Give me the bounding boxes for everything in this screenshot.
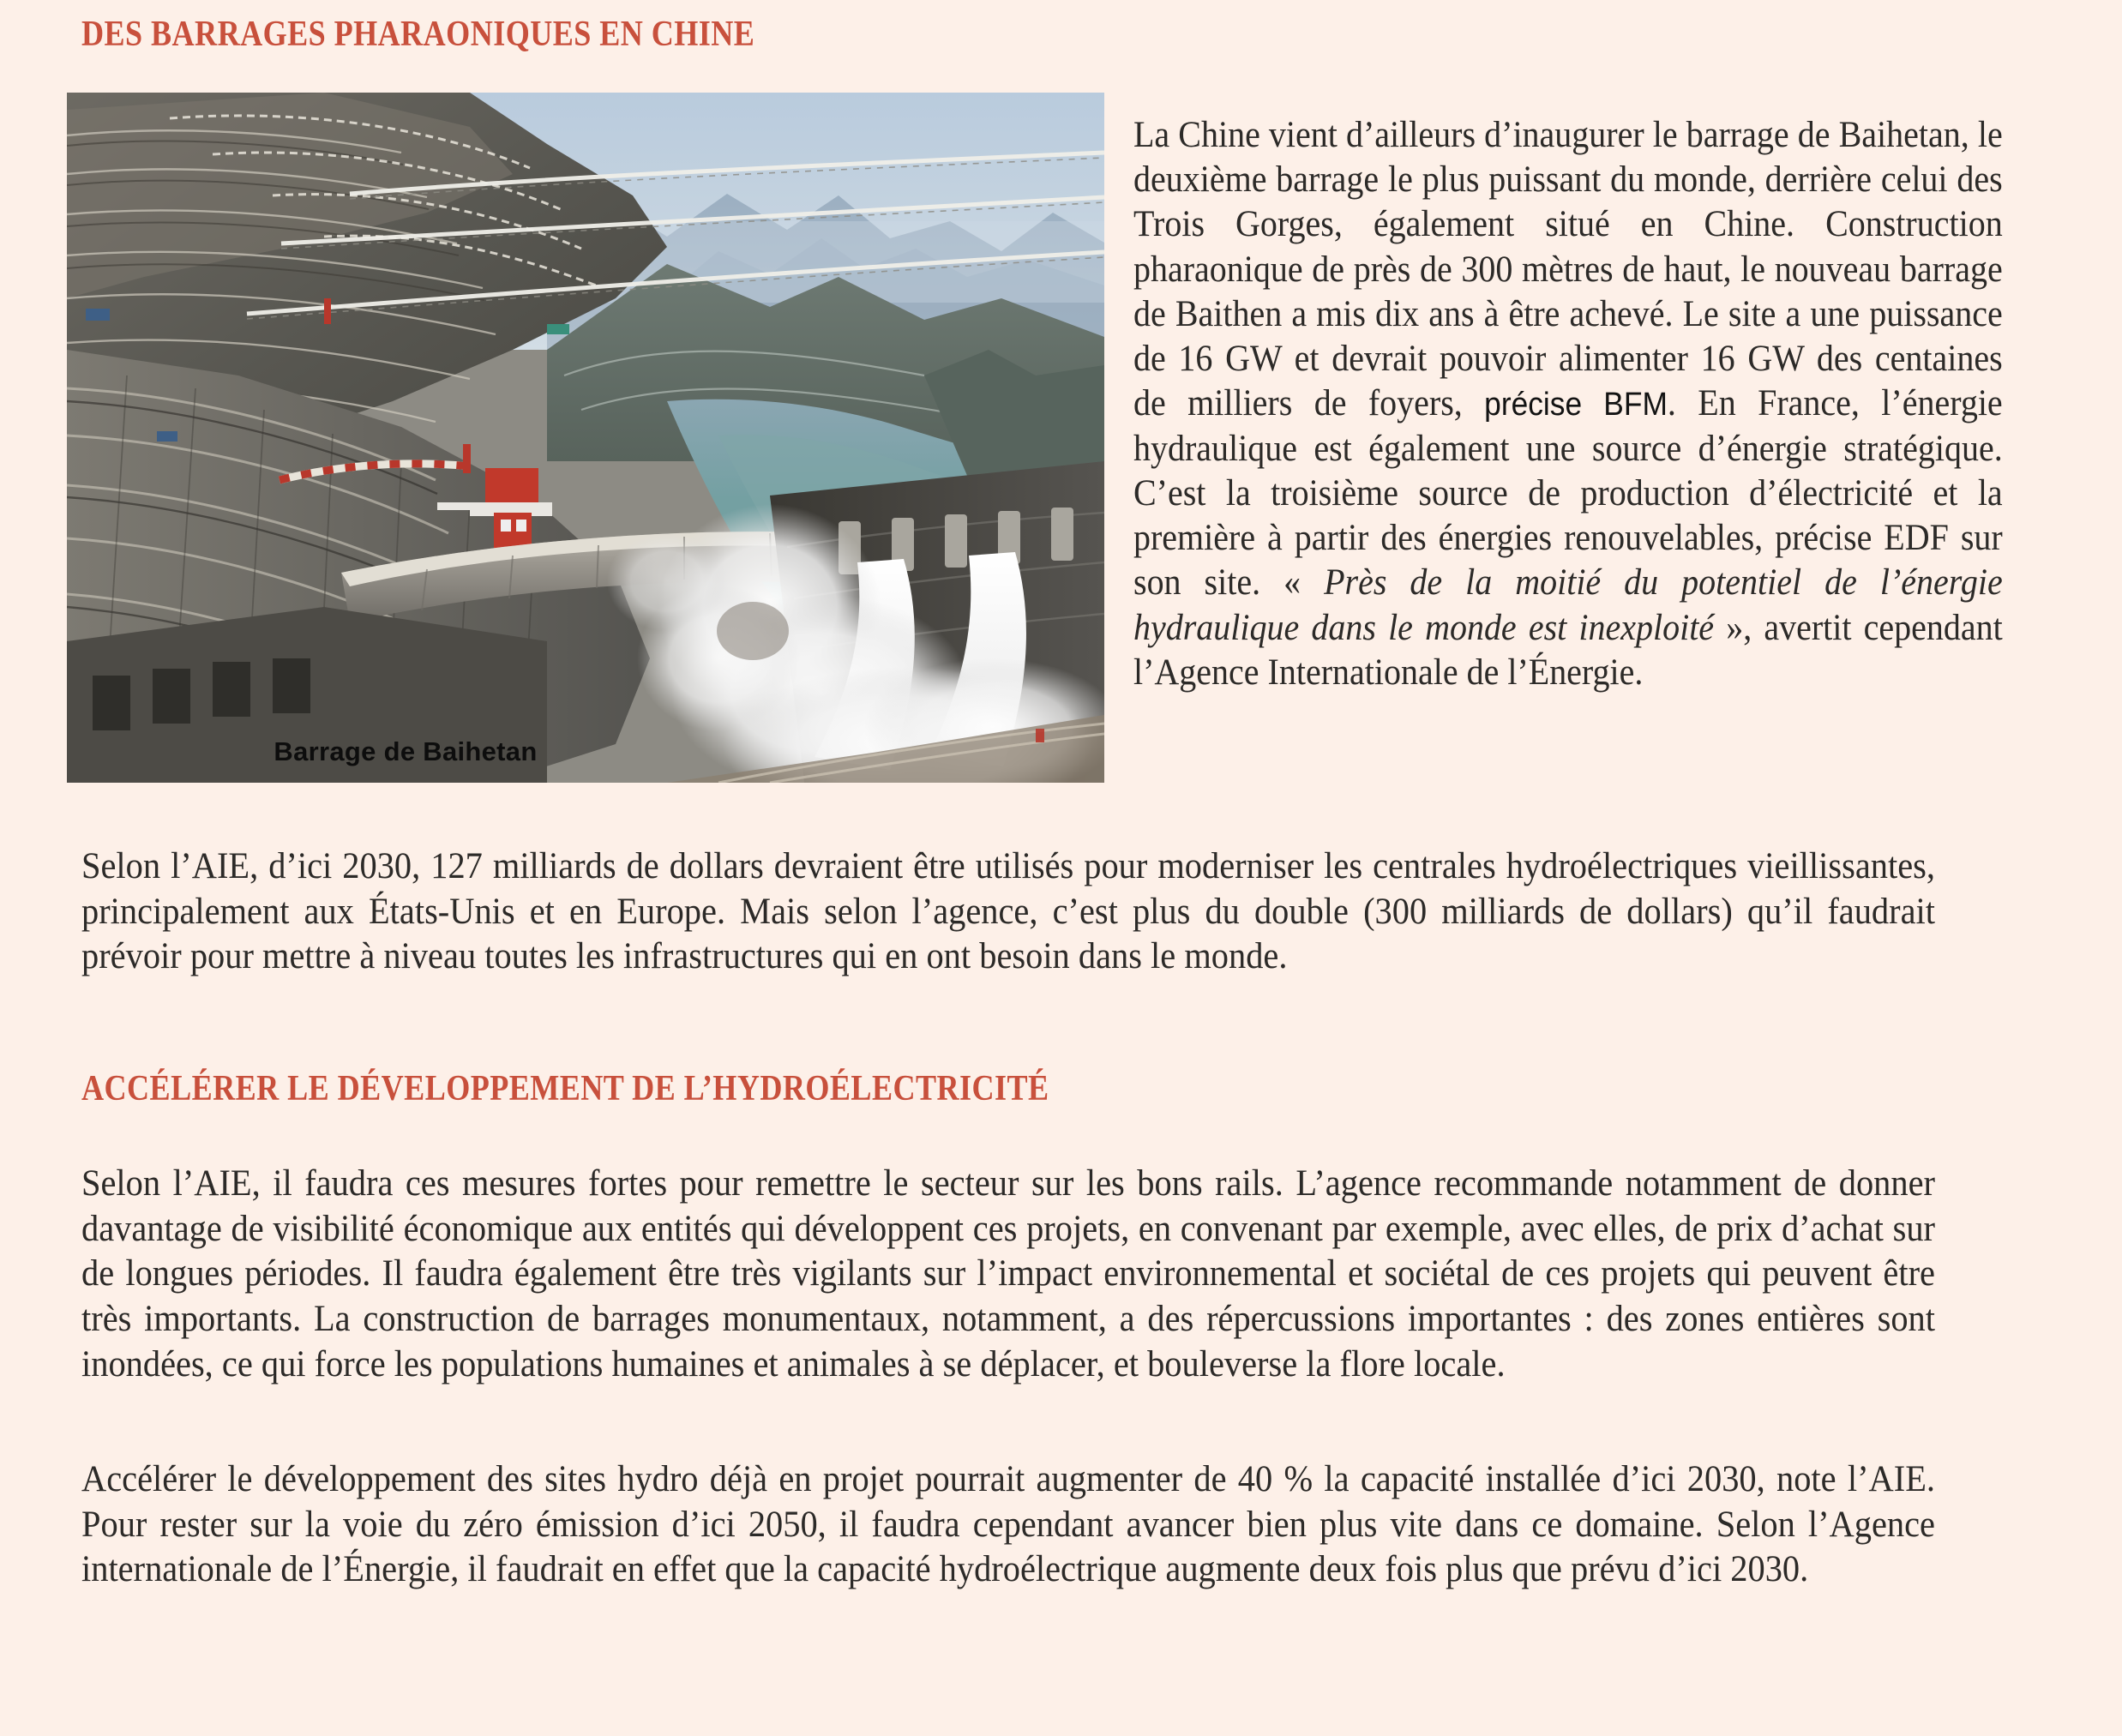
aie-quote: Près de la moitié du potentiel de l’énergie hydraulique dans le monde est inexploité [1133,562,2003,648]
bfm-source-link[interactable]: précise BFM [1484,387,1668,423]
intro-text-part2: . En France, l’énergie hydraulique est également une source d’énergie stratégique. C’est la troisième source de production d’électricité et la première à partir des énergies renouvelables, précise EDF sur son site. [1133,383,2003,604]
photo-barrage-baihetan [67,93,1104,783]
paragraph-aie-2030: Selon l’AIE, d’ici 2030, 127 milliards de dollars devraient être utilisés pour moderniser les centrales hydroélectriques vieillissantes, principalement aux États-Unis et en Europe. Mais selon l’agence, c’est plus du double (300 milliards de dollars) qu’il faudrait prévoir pour mettre à niveau toutes les infrastructures qui en ont besoin dans le monde. [81,846,1935,977]
figure-barrage-baihetan [67,93,1104,783]
intro-text-part1: La Chine vient d’ailleurs d’inaugurer le barrage de Baihetan, le deuxième barrage le plus puissant du monde, derrière celui des Trois Gorges, également situé en Chine. Construction pharaonique de près de 300 mètres de haut, le nouveau barrage de Baithen a mis dix ans à être achevé. Le site a une puissance de 16 GW et devrait pouvoir alimenter 16 GW des centaines de milliers de foyers, [1133,115,2003,424]
quote-open-guillemet: « [1283,562,1325,604]
section-heading-accelerer-hydroelectricite: ACCÉLÉRER LE DÉVELOPPEMENT DE L’HYDROÉLECTRICITÉ [81,1069,1049,1108]
intro-text-part3: », avertit cependant l’Agence Internationale de l’Énergie. [1133,607,2003,693]
intro-paragraph-column [1133,113,2003,695]
paragraph-accelerer-developpement: Accélérer le développement des sites hydro déjà en projet pourrait augmenter de 40 % la capacité installée d’ici 2030, note l’AIE. Pour rester sur la voie du zéro émission d’ici 2050, il faudra cependant avancer bien plus vite dans ce domaine. Selon l’Agence internationale de l’Énergie, il faudrait en effet que la capacité hydroélectrique augmente deux fois plus que prévu d’ici 2030. [81,1459,1935,1590]
section-heading-barrages-chine: DES BARRAGES PHARAONIQUES EN CHINE [81,15,755,54]
figure-caption: Barrage de Baihetan [274,736,538,766]
paragraph-mesures-fortes: Selon l’AIE, il faudra ces mesures fortes pour remettre le secteur sur les bons rails. L’agence recommande notamment de donner davantage de visibilité économique aux entités qui développent ces projets, en convenant par exemple, avec elles, de prix d’achat sur de longues périodes. Il faudra également être très vigilants sur l’impact environnemental et sociétal de ces projets qui peuvent être très importants. La construction de barrages monumentaux, notamment, a des répercussions importantes : des zones entières sont inondées, ce qui force les populations humaines et animales à se déplacer, et bouleverse la flore locale. [81,1163,1935,1385]
